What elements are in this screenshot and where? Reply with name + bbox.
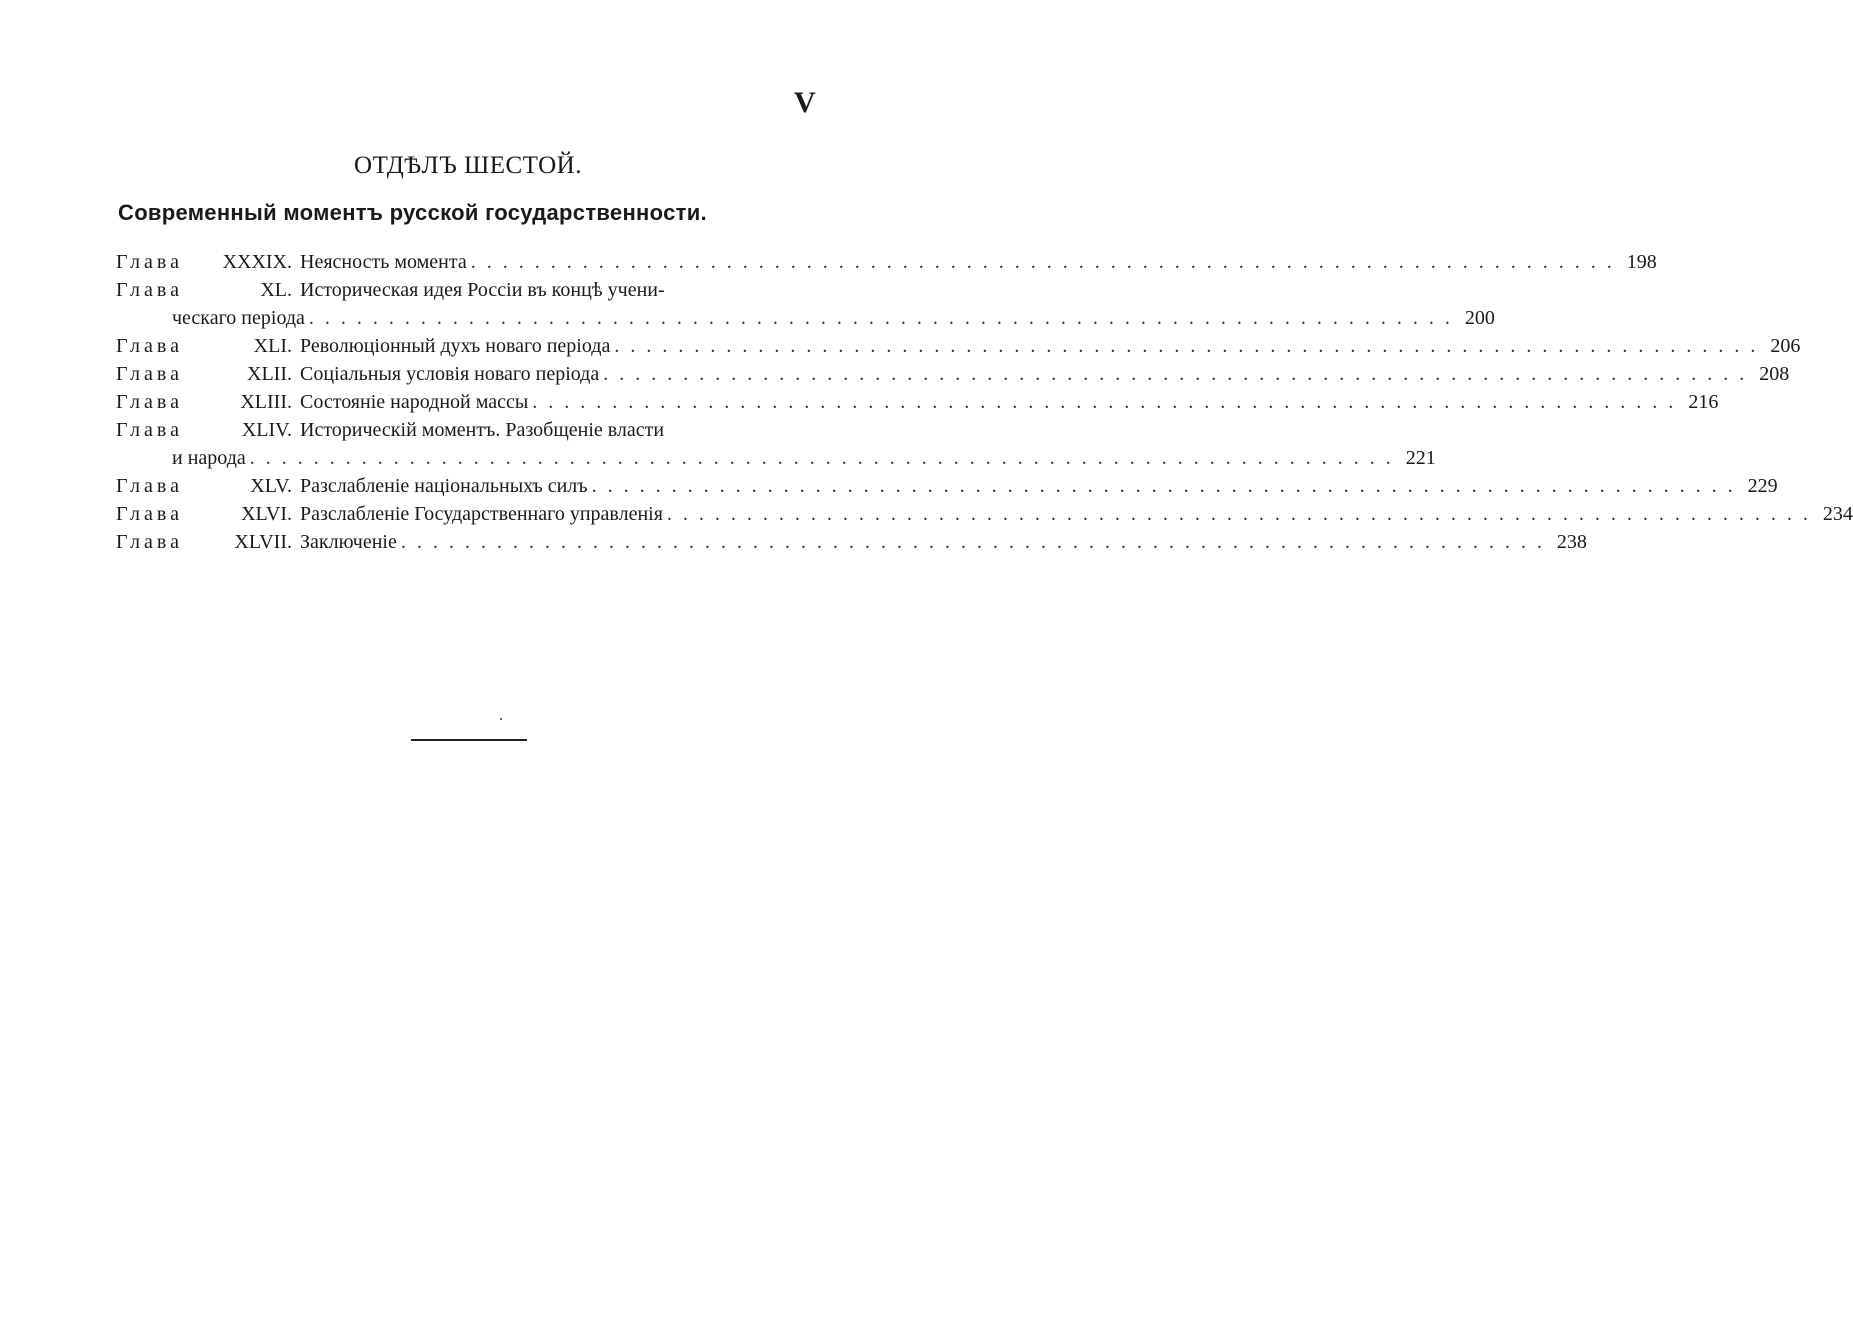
leader-dots: [592, 472, 1736, 500]
leader-dots: [401, 528, 1545, 556]
chapter-title: Неясность момента: [300, 251, 467, 273]
toc-entry-continuation: [116, 304, 1495, 332]
chapter-title: Разслабленіе національныхъ силъ: [300, 475, 588, 497]
section-title: Современный моментъ русской государственности.: [118, 200, 707, 225]
chapter-page: 216: [1688, 391, 1719, 413]
toc-entry: [116, 528, 1587, 556]
toc-entry: [116, 416, 818, 444]
chapter-number: XLV.: [250, 475, 292, 497]
leader-dots: [667, 500, 1811, 528]
chapter-title: Разслабленіе Государственнаго управленія: [300, 503, 663, 525]
chapter-page: 238: [1556, 531, 1587, 553]
toc-entry: [116, 500, 1853, 528]
chapter-label: Глава: [116, 279, 183, 301]
chapter-title-continuation: ческаго періода: [172, 307, 305, 329]
leader-dots: [309, 304, 1453, 332]
chapter-page: 208: [1759, 363, 1790, 385]
section-label: ОТДѢЛЪ ШЕСТОЙ.: [354, 152, 582, 179]
toc-entry: [116, 472, 1778, 500]
chapter-page: 221: [1405, 447, 1436, 469]
chapter-title: Историческій моментъ. Разобщеніе власти: [300, 419, 665, 441]
chapter-title: Состояніе народной массы: [300, 391, 529, 413]
chapter-number: XLIII.: [240, 391, 292, 413]
leader-dots: [614, 332, 1758, 360]
chapter-page: 234: [1822, 503, 1853, 525]
toc-entry: [116, 388, 1719, 416]
chapter-page: 206: [1770, 335, 1801, 357]
table-of-contents: [116, 248, 1853, 556]
chapter-number: XLI.: [253, 335, 292, 357]
chapter-title-continuation: и народа: [172, 447, 246, 469]
chapter-label: Глава: [116, 363, 183, 385]
chapter-title: Соціальныя условія новаго періода: [300, 363, 600, 385]
chapter-number: XLIV.: [241, 419, 292, 441]
chapter-label: Глава: [116, 503, 183, 525]
leader-dots: [603, 360, 1747, 388]
chapter-title: Заключеніе: [300, 531, 397, 553]
divider-rule: [411, 739, 527, 741]
toc-entry: [116, 360, 1790, 388]
toc-entry: [116, 248, 1657, 276]
chapter-label: Глава: [116, 391, 183, 413]
chapter-label: Глава: [116, 475, 183, 497]
chapter-page: 198: [1626, 251, 1657, 273]
leader-dots: [532, 388, 1676, 416]
chapter-number: XL.: [260, 279, 292, 301]
chapter-label: Глава: [116, 531, 183, 553]
chapter-page: 229: [1747, 475, 1778, 497]
page-number: V: [794, 86, 816, 119]
chapter-label: Глава: [116, 419, 183, 441]
chapter-label: Глава: [116, 251, 183, 273]
chapter-label: Глава: [116, 335, 183, 357]
toc-entry: [116, 332, 1801, 360]
chapter-number: XXXIX.: [222, 251, 292, 273]
chapter-page: 200: [1464, 307, 1495, 329]
toc-entry: [116, 276, 818, 304]
toc-entry-continuation: [116, 444, 1436, 472]
leader-dots: [471, 248, 1615, 276]
chapter-number: XLVII.: [234, 531, 292, 553]
chapter-title: Революціонный духъ новаго періода: [300, 335, 611, 357]
leader-dots: [250, 444, 1394, 472]
ink-dot: [500, 718, 502, 720]
chapter-number: XLVI.: [241, 503, 292, 525]
chapter-title: Историческая идея Россіи въ концѣ учени-: [300, 279, 665, 301]
chapter-number: XLII.: [247, 363, 292, 385]
